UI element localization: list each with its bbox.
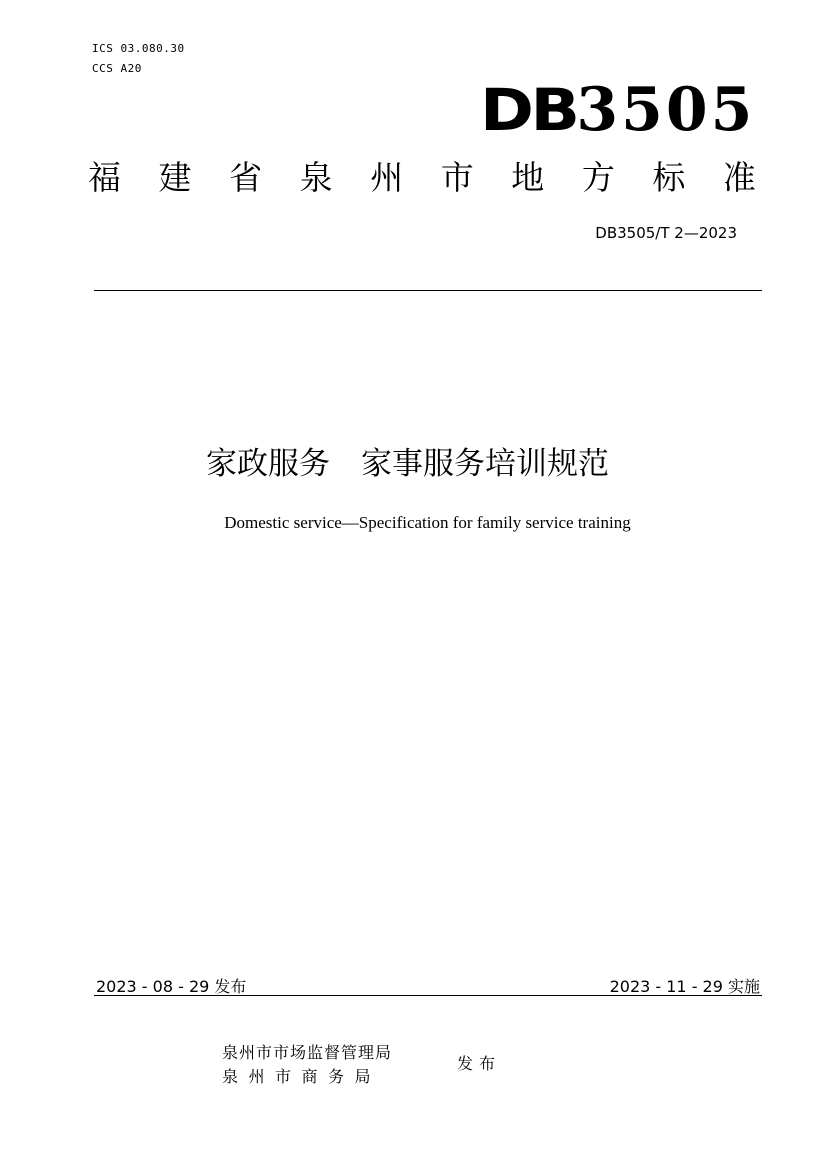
- standard-type-char: 省: [229, 158, 263, 197]
- top-divider: [94, 290, 762, 291]
- document-title-chinese: 家政服务 家事服务培训规范: [206, 446, 609, 482]
- document-title-english: Domestic service—Specification for family service training: [224, 513, 631, 532]
- db-logo-letters: DB: [480, 76, 577, 144]
- standard-type-char: 地: [511, 158, 545, 197]
- publish-date: 2023 - 08 - 29 发布: [96, 977, 247, 996]
- standard-type-char: 市: [440, 158, 474, 197]
- standard-type-title: [88, 158, 756, 198]
- db-logo-number: 3505: [576, 75, 756, 145]
- standard-type-char: 方: [581, 158, 615, 197]
- standard-type-char: 州: [370, 158, 404, 197]
- standard-type-char: 福: [88, 158, 121, 197]
- ccs-code: CCS A20: [92, 62, 142, 75]
- ics-code: ICS 03.080.30: [92, 42, 185, 55]
- standard-type-char: 标: [652, 158, 686, 197]
- standard-type-char: 准: [722, 158, 756, 197]
- db-logo: [480, 75, 756, 145]
- bottom-divider: [94, 995, 762, 996]
- standard-type-char: 泉: [299, 158, 333, 197]
- issue-label: 发布: [457, 1054, 502, 1073]
- standard-code: DB3505/T 2—2023: [595, 224, 737, 242]
- issuer-commerce-bureau: 泉州市商务局: [222, 1067, 382, 1086]
- implement-date: 2023 - 11 - 29 实施: [609, 977, 760, 996]
- issuer-market-supervision: 泉州市市场监督管理局: [222, 1043, 393, 1062]
- standard-type-char: 建: [158, 158, 192, 197]
